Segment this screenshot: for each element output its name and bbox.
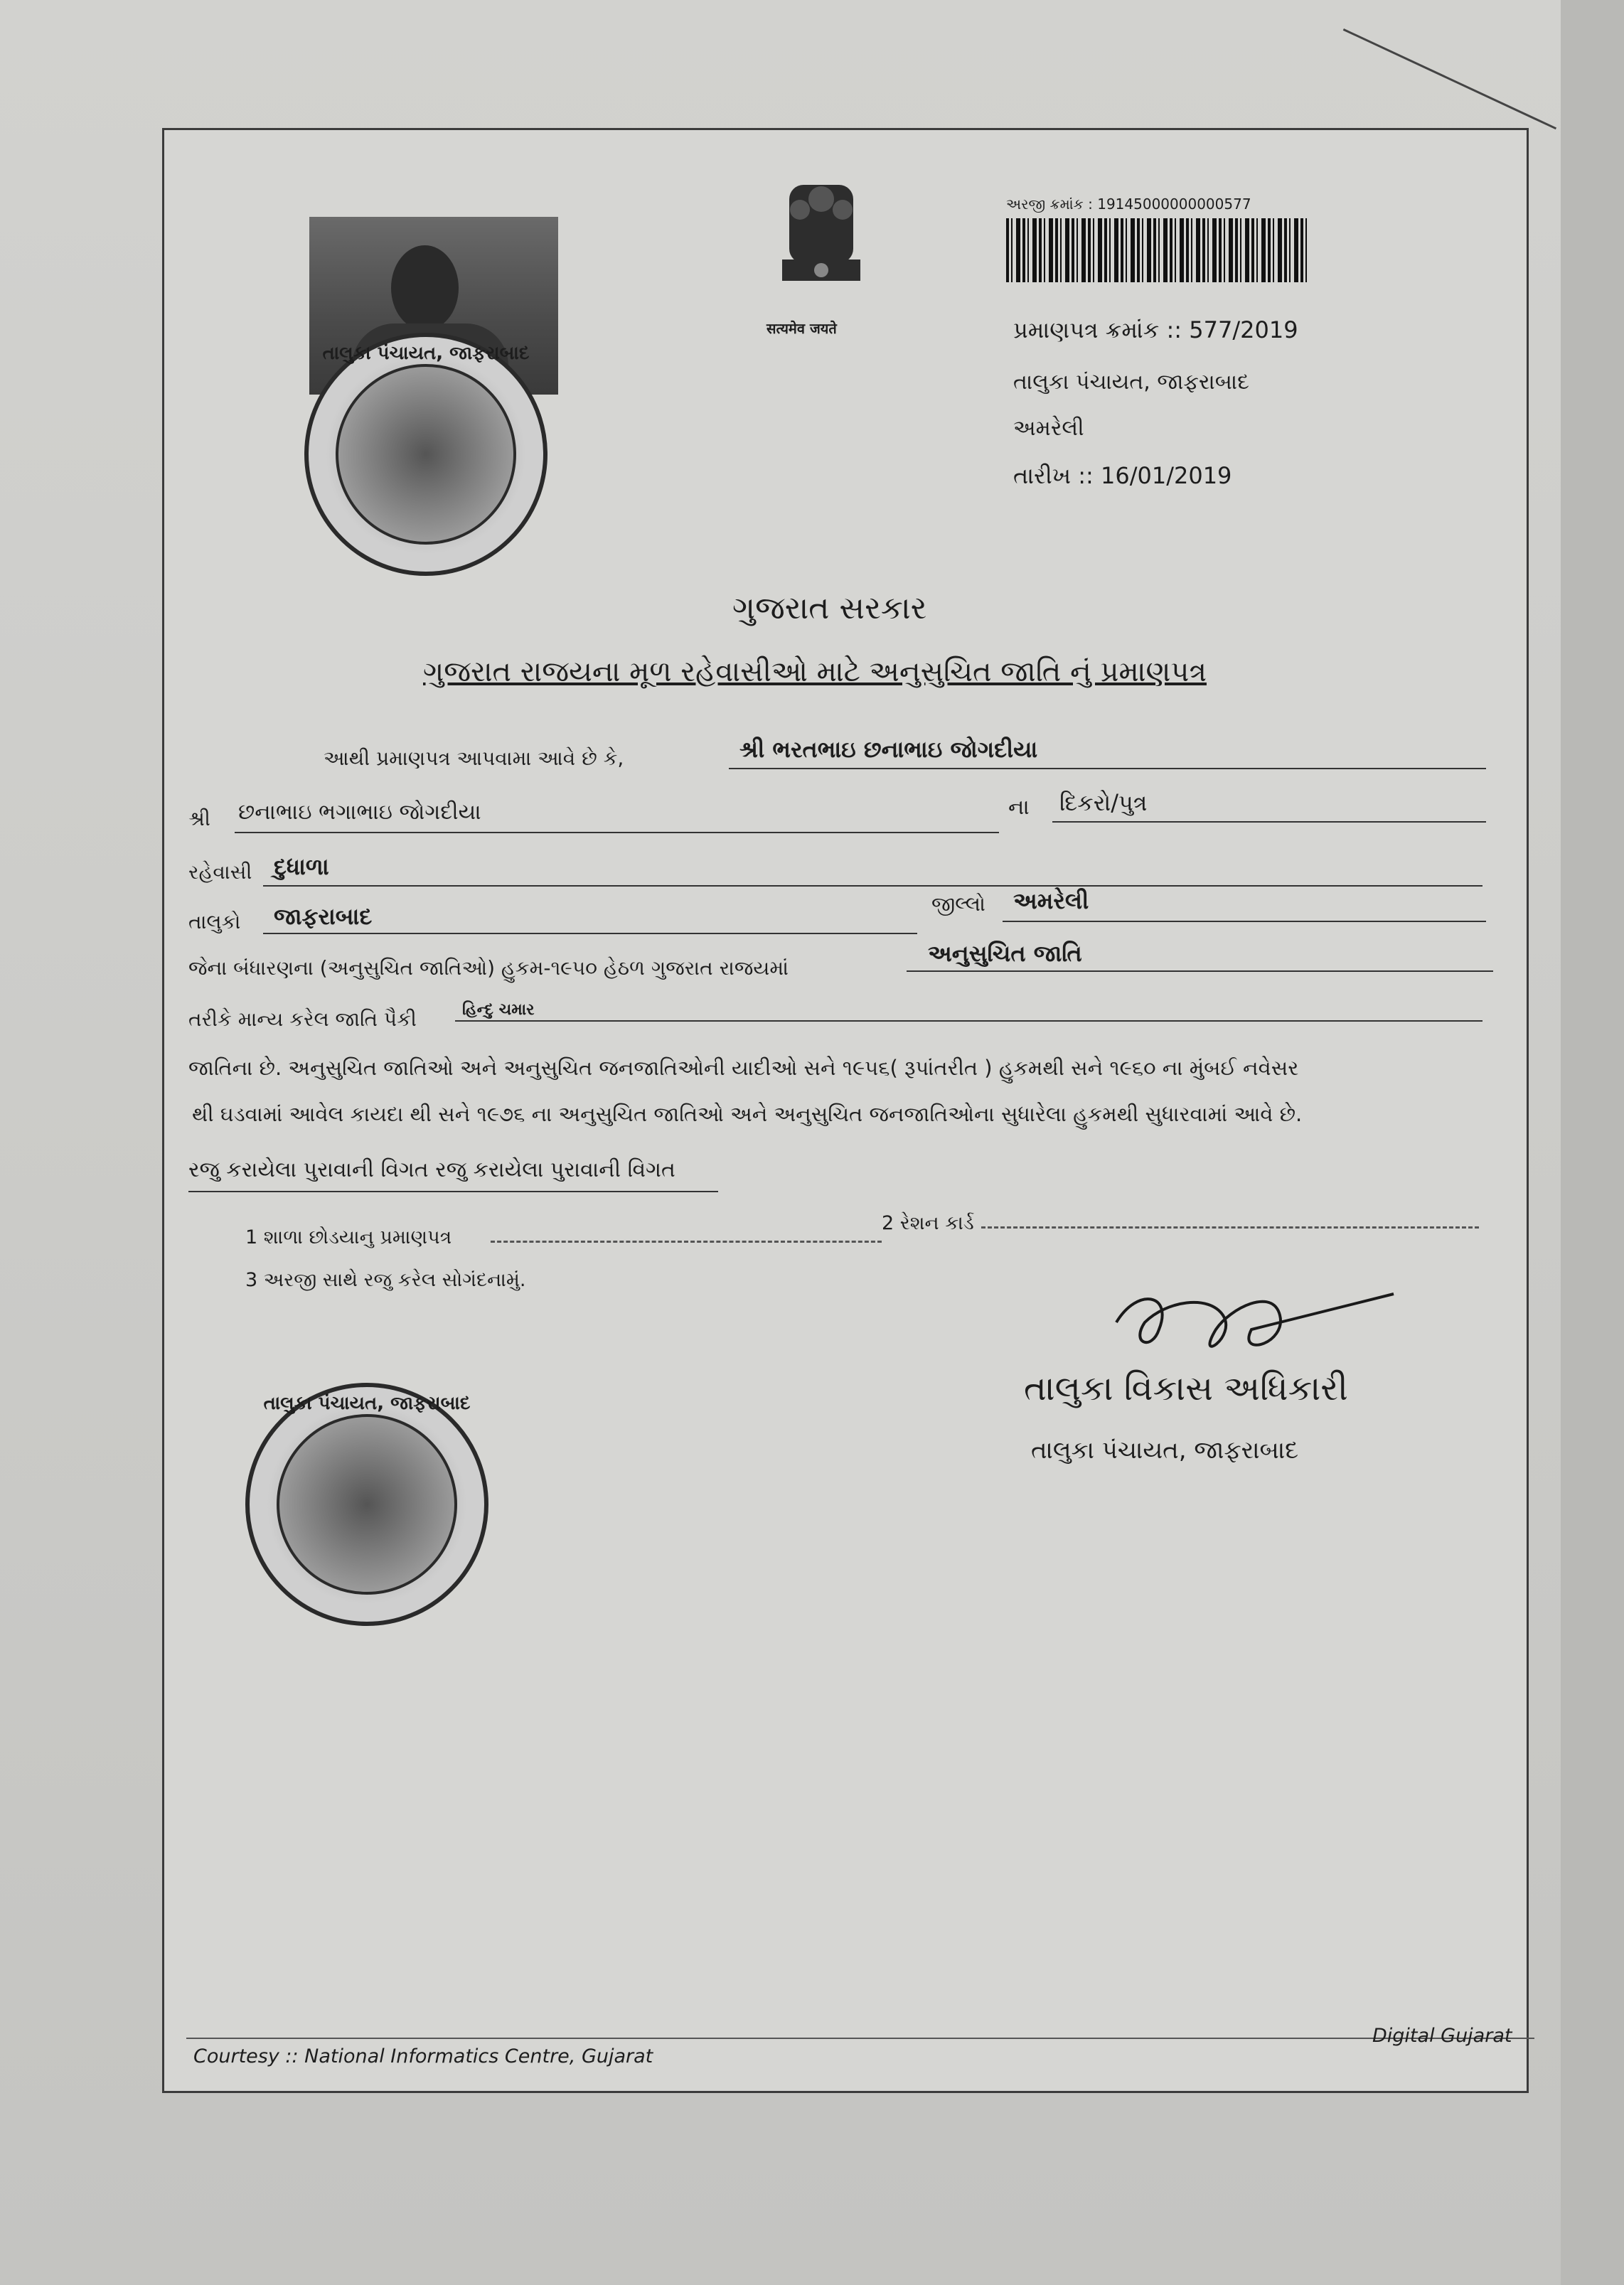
- date-label: તારીખ ::: [1013, 462, 1101, 489]
- page-edge: [1561, 0, 1624, 2285]
- evidence-heading: રજુ કરાયેલા પુરાવાની વિગત રજુ કરાયેલા પુરાવાની વિગત: [188, 1157, 675, 1182]
- officer-office: તાલુકા પંચાયત, જાફરાબાદ: [1031, 1436, 1299, 1465]
- father-prefix: શ્રી: [188, 807, 210, 830]
- cert-no-label: પ્રમાણપત્ર ક્રમાંક ::: [1013, 316, 1190, 343]
- resident-label: રહેવાસી: [188, 860, 252, 884]
- evidence-item-3: 3 અરજી સાથે રજુ કરેલ સોગંદનામું.: [245, 1269, 526, 1291]
- officer-title: તાલુકા વિકાસ અધિકારી: [1024, 1369, 1348, 1408]
- taluka-value: જાફરાબાદ: [274, 903, 373, 930]
- certificate-title: ગુજરાત રાજયના મૂળ રહેવાસીઓ માટે અનુસુચિત જાતિ નું પ્રમાણપત્ર: [423, 655, 1207, 688]
- seal-text: તાલુકા પંચાયત, જાફરાબાદ: [263, 1393, 471, 1414]
- caste-value: હિન્દુ ચમાર: [462, 1001, 535, 1019]
- district-underline: [1003, 921, 1486, 922]
- intro-text: આથી પ્રમાણપત્ર આપવામા આવે છે કે,: [324, 746, 624, 770]
- caste-underline: [455, 1020, 1483, 1022]
- relation-underline: [1052, 821, 1486, 823]
- office-seal-bottom: [245, 1383, 488, 1626]
- resident-value: દુધાળા: [274, 853, 329, 880]
- district-label: જીલ્લો: [931, 892, 985, 916]
- relation-prefix: ના: [1008, 795, 1030, 820]
- footer-brand: Digital Gujarat: [1372, 2025, 1512, 2047]
- evidence-heading-underline: [188, 1191, 718, 1192]
- taluka-underline: [263, 933, 917, 934]
- evidence-divider-1: [491, 1241, 882, 1243]
- seal-emblem: [336, 364, 516, 545]
- ashoka-emblem-icon: [761, 178, 882, 313]
- father-name: છનાભાઇ ભગાભાઇ જોગદીયા: [238, 800, 481, 825]
- taluka-label: તાલુકો: [188, 910, 241, 933]
- seal-text: તાલુકા પંચાયત, જાફરાબાદ: [322, 343, 530, 364]
- office-seal-top: [304, 333, 547, 576]
- footer-courtesy: Courtesy :: National Informatics Centre, Gujarat: [193, 2045, 653, 2067]
- holder-name: શ્રી ભરતભાઇ છનાભાઇ જોગદીયા: [739, 736, 1038, 763]
- evidence-item-1: 1 શાળા છોડયાનુ પ્રમાણપત્ર: [245, 1226, 452, 1248]
- application-number: અરજી ક્રમાંક : 19145000000000577: [1006, 196, 1251, 213]
- date-value: 16/01/2019: [1100, 462, 1232, 489]
- legal-paragraph-line-2: થી ઘડવામાં આવેલ કાયદા થી સને ૧૯૭૬ ના અનુસુચિત જાતિઓ અને અનુસુચિત જનજાતિઓના સુધારેલા હુકમથી સુધારવામાં આવે છે.: [192, 1102, 1303, 1126]
- evidence-divider-2: [981, 1226, 1479, 1229]
- evidence-item-2: 2 રેશન કાર્ડ: [882, 1212, 974, 1234]
- seal-emblem: [277, 1414, 457, 1595]
- issuing-office: તાલુકા પંચાયત, જાફરાબાદ: [1013, 370, 1249, 395]
- footer-divider: [186, 2038, 1534, 2039]
- issue-date: [1013, 462, 1232, 490]
- legal-paragraph-line-1: જાતિના છે. અનુસુચિત જાતિઓ અને અનુસુચિત જનજાતિઓની યાદીઓ સને ૧૯૫૬( રૂપાંતરીત ) હુકમથી સને ૧૯૬૦ ના મુંબઈ નવેસર: [188, 1056, 1299, 1080]
- constitution-text: જેના બંધારણના (અનુસુચિત જાતિઓ) હુકમ-૧૯૫૦ હેઠળ ગુજરાત રાજયમાં: [188, 956, 789, 980]
- name-underline: [729, 768, 1486, 769]
- category-value: અનુસુચિત જાતિ: [928, 940, 1082, 967]
- recognized-text: તરીકે માન્ય કરેલ જાતિ પૈકી: [188, 1007, 417, 1031]
- cert-no-value: 577/2019: [1189, 316, 1298, 343]
- photo-head: [391, 245, 459, 331]
- government-title: ગુજરાત સરકાર: [732, 590, 927, 626]
- relation: દિકરો/પુત્ર: [1059, 789, 1148, 816]
- father-underline: [235, 832, 999, 833]
- category-underline: [907, 970, 1493, 972]
- barcode: [1006, 218, 1308, 282]
- issuing-district: અમરેલી: [1013, 416, 1084, 441]
- district-value: અમરેલી: [1013, 887, 1089, 914]
- emblem-caption: सत्यमेव जयते: [766, 320, 837, 337]
- certificate-number: [1013, 316, 1298, 344]
- resident-underline: [263, 885, 1483, 887]
